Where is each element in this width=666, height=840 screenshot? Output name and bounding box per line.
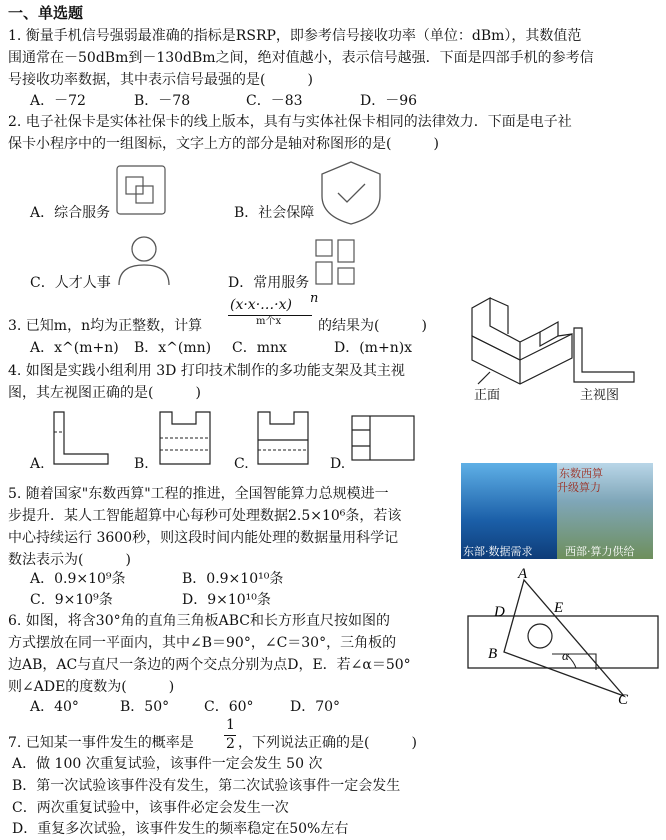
q7-option-d[interactable]: D．重复多次试验，该事件发生的频率稳定在50%左右 bbox=[12, 821, 349, 837]
figure-label-main: 主视图 bbox=[580, 388, 620, 403]
q4-option-a-view bbox=[52, 410, 110, 466]
image-caption-left: 东部·数据需求 bbox=[463, 545, 533, 558]
q7-stem-suffix: ，下列说法正确的是( ) bbox=[238, 735, 417, 751]
q7-option-a[interactable]: A．做 100 次重复试验，该事件一定会发生 50 次 bbox=[12, 756, 323, 772]
q3-option-d[interactable]: D．(m+n)x bbox=[334, 340, 413, 356]
q2-option-b[interactable]: B．社会保障 bbox=[234, 205, 315, 221]
q6-option-b[interactable]: B．50° bbox=[120, 699, 170, 715]
q7-option-b[interactable]: B．第一次试验该事件没有发生，第二次试验该事件一定会发生 bbox=[12, 778, 401, 794]
shield-check-icon bbox=[320, 160, 382, 226]
q5-line2: 步提升．某人工智能超算中心每秒可处理数据2.5×10⁶条，若该 bbox=[8, 508, 402, 524]
q3-option-c[interactable]: C．mnx bbox=[232, 340, 287, 356]
person-icon bbox=[116, 235, 174, 287]
q5-line1: 5. 随着国家"东数西算"工程的推进，全国智能算力总规模进一 bbox=[8, 486, 389, 502]
q3-option-a[interactable]: A．x^(m+n) bbox=[30, 340, 119, 356]
q3-fraction-denominator: m个x bbox=[256, 316, 282, 327]
vertex-c-label: C bbox=[618, 692, 629, 708]
q2-option-a[interactable]: A．综合服务 bbox=[30, 205, 111, 221]
q3-stem-prefix: 3. 已知m，n均为正整数，计算 bbox=[8, 318, 203, 334]
q3-stem-suffix: 的结果为( ) bbox=[318, 318, 427, 334]
point-e-label: E bbox=[554, 600, 564, 616]
q6-line1: 6. 如图，将含30°角的直角三角板ABC和长方形直尺按如图的 bbox=[8, 613, 390, 629]
q5-option-a[interactable]: A．0.9×10⁹条 bbox=[30, 571, 126, 587]
angle-alpha-label: α bbox=[562, 648, 569, 663]
q5-option-c[interactable]: C．9×10⁹条 bbox=[30, 592, 113, 608]
q6-line2: 方式摆放在同一平面内，其中∠B＝90°，∠C＝30°，三角板的 bbox=[8, 635, 397, 651]
q4-option-d-view bbox=[350, 414, 416, 462]
east-data-west-computing-image bbox=[461, 463, 653, 559]
q4-option-d[interactable]: D. bbox=[330, 456, 346, 472]
q5-line4: 数法表示为( ) bbox=[8, 552, 131, 568]
q7-stem-prefix: 7. 已知某一事件发生的概率是 bbox=[8, 735, 194, 751]
q6-option-d[interactable]: D．70° bbox=[290, 699, 341, 715]
q1-option-b[interactable]: B．－78 bbox=[134, 93, 191, 109]
q2-line2: 保卡小程序中的一组图标，文字上方的部分是轴对称图形的是( ) bbox=[8, 136, 439, 152]
main-view-figure bbox=[572, 326, 638, 384]
q2-line1: 2. 电子社保卡是实体社保卡的线上版本，具有与实体社保卡相同的法律效力．下面是电子社 bbox=[8, 114, 572, 130]
q4-option-a[interactable]: A. bbox=[30, 456, 45, 472]
overlapping-squares-icon bbox=[116, 165, 166, 215]
q4-option-c-view bbox=[256, 410, 310, 466]
q6-line4: 则∠ADE的度数为( ) bbox=[8, 679, 175, 695]
q6-option-c[interactable]: C．60° bbox=[204, 699, 254, 715]
q1-option-a[interactable]: A．－72 bbox=[30, 93, 86, 109]
q1-option-c[interactable]: C．－83 bbox=[246, 93, 303, 109]
q5-line3: 中心持续运行 3600秒，则这段时间内能处理的数据量用科学记 bbox=[8, 530, 399, 546]
q5-option-d[interactable]: D．9×10¹⁰条 bbox=[182, 592, 271, 608]
q3-option-b[interactable]: B．x^(mn) bbox=[134, 340, 212, 356]
section-title: 一、单选题 bbox=[8, 4, 84, 22]
q1-line1: 1. 衡量手机信号强弱最准确的指标是RSRP，即参考信号接收功率（单位：dBm），其数值范 bbox=[8, 28, 582, 44]
3d-support-figure bbox=[468, 288, 578, 388]
q5-option-b[interactable]: B．0.9×10¹⁰条 bbox=[182, 571, 284, 587]
q3-fraction-numerator: (x·x·…·x) bbox=[230, 297, 292, 313]
q4-option-c[interactable]: C. bbox=[234, 456, 249, 472]
q1-option-d[interactable]: D．－96 bbox=[360, 93, 418, 109]
image-caption-right: 西部·算力供给 bbox=[565, 545, 635, 558]
q4-option-b-view bbox=[158, 410, 212, 466]
q4-line2: 图，其左视图正确的是( ) bbox=[8, 385, 201, 401]
q6-line3: 边AB，AC与直尺一条边的两个交点分别为点D，E．若∠α＝50° bbox=[8, 657, 411, 673]
q7-option-c[interactable]: C．两次重复试验中，该事件必定会发生一次 bbox=[12, 800, 289, 816]
q6-option-a[interactable]: A．40° bbox=[30, 699, 79, 715]
q7-fraction-denominator: 2 bbox=[226, 736, 235, 752]
grid-apps-icon bbox=[314, 238, 362, 288]
q7-fraction-numerator: 1 bbox=[226, 717, 235, 733]
q3-fraction-exponent: n bbox=[310, 291, 319, 306]
image-subtitle: 升级算力 bbox=[557, 481, 601, 494]
q1-line3: 号接收功率数据，其中表示信号最强的是( ) bbox=[8, 72, 313, 88]
figure-label-front: 正面 bbox=[474, 388, 501, 403]
point-d-label: D bbox=[494, 604, 505, 620]
vertex-b-label: B bbox=[488, 646, 498, 662]
q2-option-c[interactable]: C．人才人事 bbox=[30, 275, 111, 291]
triangle-ruler-figure bbox=[464, 566, 660, 706]
vertex-a-label: A bbox=[518, 566, 528, 582]
q4-line1: 4. 如图是实践小组利用 3D 打印技术制作的多功能支架及其主视 bbox=[8, 363, 405, 379]
q1-line2: 围通常在－50dBm到－130dBm之间，绝对值越小，表示信号越强．下面是四部手机的参考信 bbox=[8, 50, 594, 66]
image-title: 东数西算 bbox=[559, 467, 603, 480]
q2-option-d[interactable]: D．常用服务 bbox=[228, 275, 310, 291]
q4-option-b[interactable]: B. bbox=[134, 456, 149, 472]
